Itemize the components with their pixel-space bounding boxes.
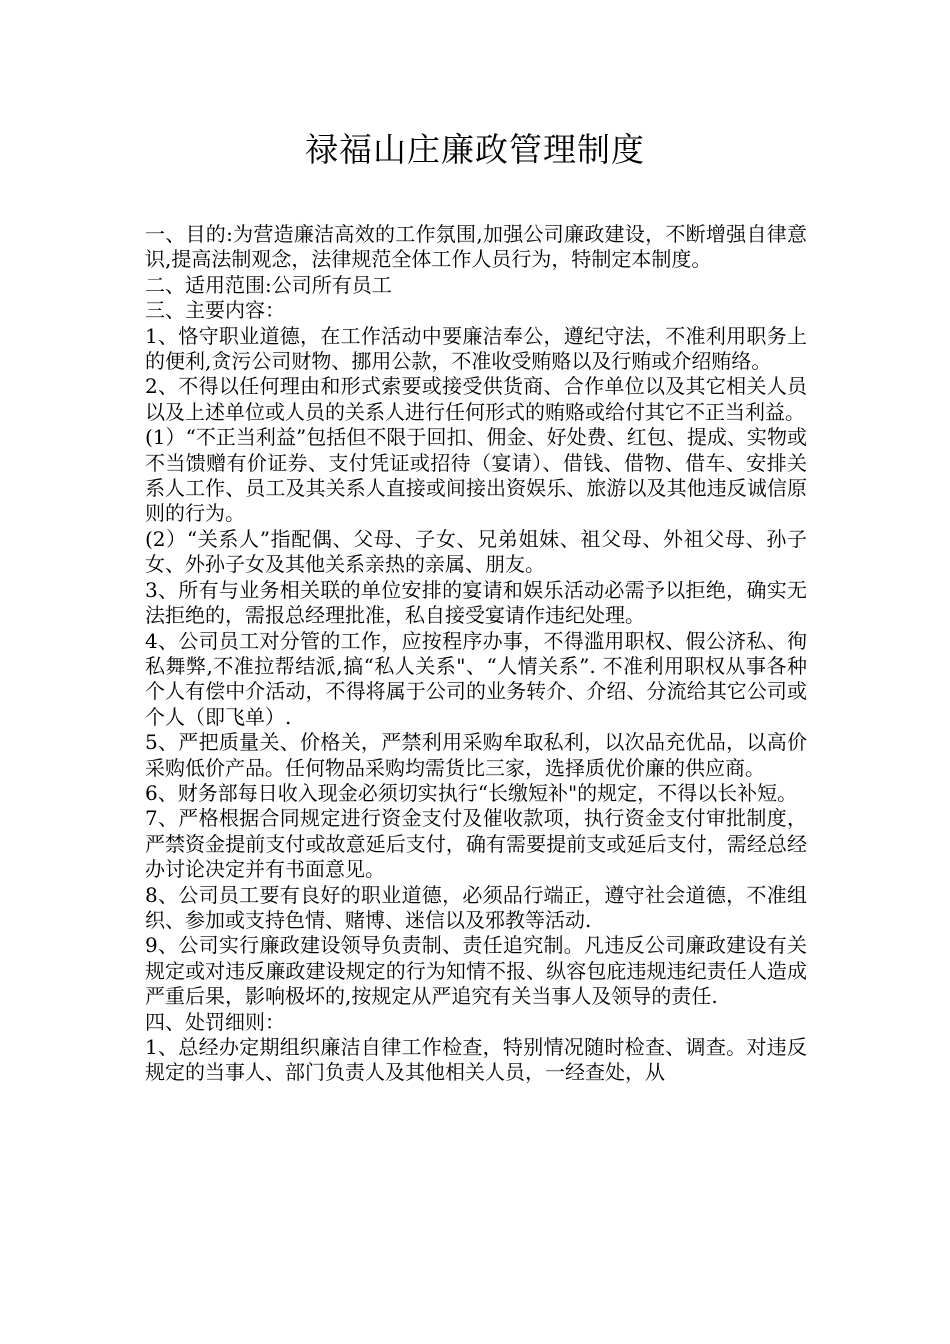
paragraph-item-5: 5、严把质量关、价格关，严禁利用采购牟取私利，以次品充优品，以高价采购低价产品。任何物品采购均需货比三家，选择质优价廉的供应商。 bbox=[145, 730, 807, 780]
paragraph-item-9: 9、公司实行廉政建设领导负责制、责任追究制。凡违反公司廉政建设有关规定或对违反廉政建设规定的行为知情不报、纵容包庇违规违纪责任人造成严重后果，影响极坏的,按规定从严追究有关当事人及领导的责任. bbox=[145, 933, 807, 1009]
paragraph-item-2-sub-1: (1）“不正当利益”包括但不限于回扣、佣金、好处费、红包、提成、实物或不当馈赠有价证券、支付凭证或招待（宴请）、借钱、借物、借车、安排关系人工作、员工及其关系人直接或间接出资娱乐、旅游以及其他违反诚信原则的行为。 bbox=[145, 425, 807, 526]
paragraph-item-2-sub-2: (2）“关系人”指配偶、父母、子女、兄弟姐妹、祖父母、外祖父母、孙子女、外孙子女及其他关系亲热的亲属、朋友。 bbox=[145, 526, 807, 577]
paragraph-item-4: 4、公司员工对分管的工作，应按程序办事，不得滥用职权、假公济私、徇私舞弊,不准拉帮结派,搞“私人关系"、“人情关系”. 不准利用职权从事各种个人有偿中介活动，不得将属于公司的业务转介、介绍、分流给其它公司或个人（即飞单）. bbox=[145, 628, 807, 729]
paragraph-item-7: 7、严格根据合同规定进行资金支付及催收款项，执行资金支付审批制度，严禁资金提前支付或故意延后支付，确有需要提前支或延后支付，需经总经办讨论决定并有书面意见。 bbox=[145, 806, 807, 882]
paragraph-item-8: 8、公司员工要有良好的职业道德，必须品行端正，遵守社会道德，不准组织、参加或支持色情、赌博、迷信以及邪教等活动. bbox=[145, 882, 807, 932]
paragraph-penalty-heading: 四、处罚细则： bbox=[145, 1009, 285, 1034]
document-title: 禄福山庄廉政管理制度 bbox=[305, 130, 645, 169]
paragraph-item-1: 1、恪守职业道德，在工作活动中要廉洁奉公，遵纪守法，不准利用职务上的便利,贪污公司财物、挪用公款，不准收受贿赂以及行贿或介绍贿络。 bbox=[145, 323, 807, 374]
paragraph-main-content-heading: 三、主要内容： bbox=[145, 298, 285, 323]
paragraph-scope: 二、适用范围:公司所有员工 bbox=[145, 272, 392, 297]
paragraph-penalty-1: 1、总经办定期组织廉洁自律工作检查，特别情况随时检查、调查。对违反规定的当事人、部门负责人及其他相关人员，一经查处，从 bbox=[145, 1035, 807, 1085]
paragraph-item-6: 6、财务部每日收入现金必须切实执行“长缴短补"的规定，不得以长补短。 bbox=[145, 780, 798, 805]
document-body bbox=[145, 222, 807, 1086]
paragraph-purpose: 一、目的:为营造廉洁高效的工作氛围,加强公司廉政建设，不断增强自律意识,提高法制观念，法律规范全体工作人员行为，特制定本制度。 bbox=[145, 222, 807, 272]
paragraph-item-3: 3、所有与业务相关联的单位安排的宴请和娱乐活动必需予以拒绝，确实无法拒绝的，需报总经理批准，私自接受宴请作违纪处理。 bbox=[145, 577, 807, 628]
paragraph-item-2: 2、不得以任何理由和形式索要或接受供货商、合作单位以及其它相关人员以及上述单位或人员的关系人进行任何形式的贿赂或给付其它不正当利益。 bbox=[145, 374, 807, 424]
